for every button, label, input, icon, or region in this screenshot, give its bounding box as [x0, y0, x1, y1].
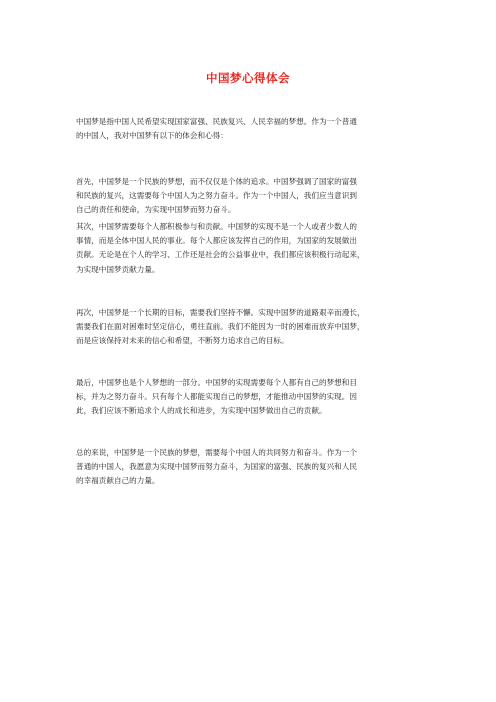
paragraph-line: 为实现中国梦贡献力量。	[76, 264, 160, 274]
paragraph-line: 首先，中国梦是一个民族的梦想，而不仅仅是个体的追求。中国梦强调了国家的富强	[76, 177, 357, 186]
paragraph-line: 的中国人，我对中国梦有以下的体会和心得：	[76, 131, 228, 141]
paragraph-line: 需要我们在面对困难时坚定信心，勇往直前。我们不能因为一时的困难而放弃中国梦，	[76, 322, 365, 332]
document-title: 中国梦心得体会	[206, 71, 290, 85]
paragraph-line: 贡献。无论是在个人的学习、工作还是社会的公益事业中，我们都应该积极行动起来，	[76, 250, 365, 260]
paragraph-line: 最后，中国梦也是个人梦想的一部分。中国梦的实现需要每个人都有自己的梦想和目	[76, 378, 357, 387]
paragraph-line: 而是应该保持对未来的信心和希望，不断努力追求自己的目标。	[76, 336, 289, 346]
paragraph-line: 总的来说，中国梦是一个民族的梦想，需要每个中国人的共同努力和奋斗。作为一个	[76, 448, 357, 457]
paragraph-intro	[76, 115, 436, 143]
paragraph-third	[76, 306, 436, 349]
paragraph-line: 自己的责任和使命，为实现中国梦而努力奋斗。	[76, 205, 236, 215]
paragraph-second	[76, 220, 436, 277]
paragraph-first	[76, 175, 436, 218]
paragraph-line: 和民族的复兴，这需要每个中国人为之努力奋斗。作为一个中国人，我们应当意识到	[76, 191, 357, 201]
paragraph-line: 再次，中国梦是一个长期的目标，需要我们坚持不懈。实现中国梦的道路艰辛而漫长，	[76, 308, 365, 317]
paragraph-fourth	[76, 376, 436, 419]
paragraph-line: 其次，中国梦需要每个人都积极参与和贡献。中国梦的实现不是一个人或者少数人的	[76, 222, 357, 231]
paragraph-line: 普通的中国人，我愿意为实现中国梦而努力奋斗，为国家的富强、民族的复兴和人民	[76, 462, 357, 472]
paragraph-line: 事情，而是全体中国人民的事业。每个人都应该发挥自己的作用，为国家的发展做出	[76, 236, 357, 246]
paragraph-line: 此，我们应该不断追求个人的成长和进步，为实现中国梦做出自己的贡献。	[76, 406, 327, 416]
paragraph-line: 标，并为之努力奋斗。只有每个人都能实现自己的梦想，才能推动中国梦的实现。因	[76, 392, 357, 402]
paragraph-line: 的幸福贡献自己的力量。	[76, 476, 160, 486]
paragraph-conclusion	[76, 446, 436, 489]
paragraph-line: 中国梦是指中国人民希望实现国家富强、民族复兴、人民幸福的梦想。作为一个普通	[76, 117, 357, 126]
